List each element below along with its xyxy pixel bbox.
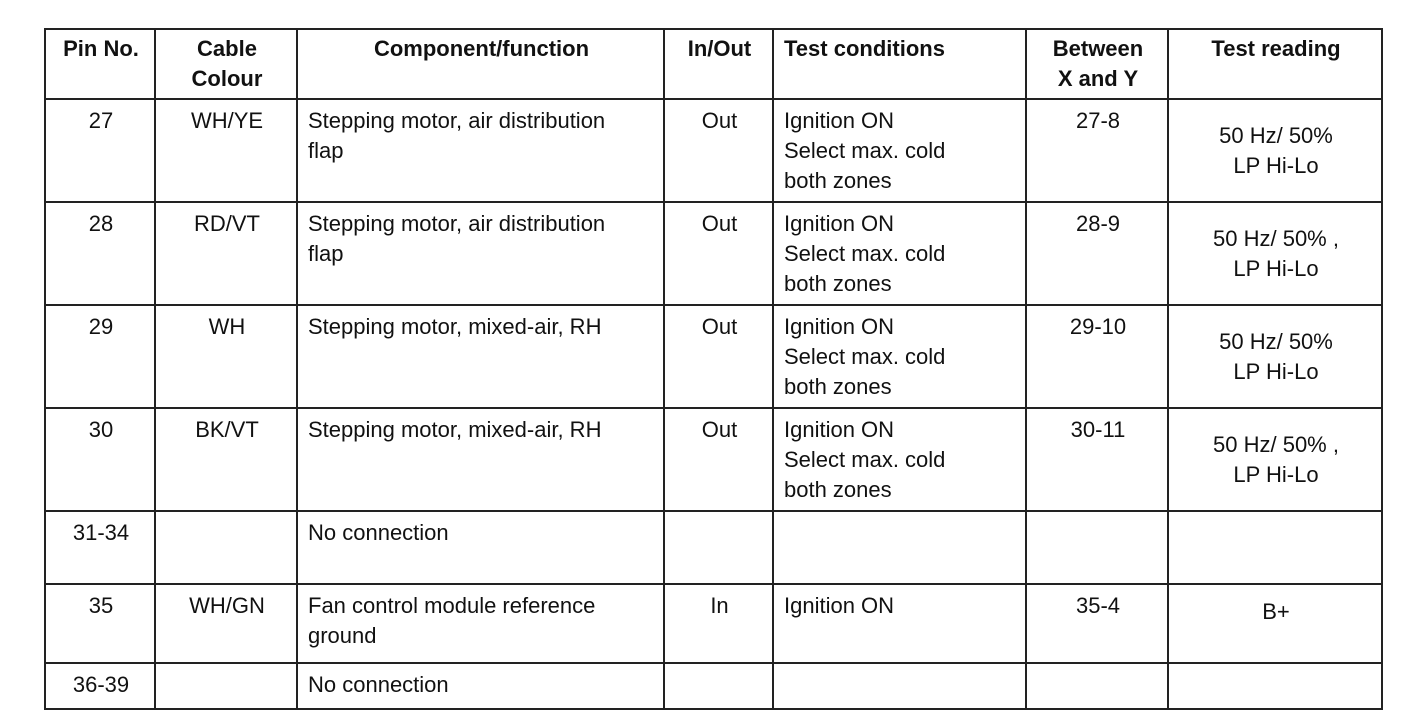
conditions-cell [773,663,1026,709]
colour-cell: WH [155,305,297,408]
table-row [45,511,1382,584]
reading-cell [1168,663,1382,709]
header-row [45,29,1382,99]
header-pin-no: Pin No. [45,29,155,99]
conditions-cell [773,511,1026,584]
component-cell: No connection [297,511,664,584]
colour-cell: WH/GN [155,584,297,663]
pin-cell: 31-34 [45,511,155,584]
pin-cell: 29 [45,305,155,408]
between-cell: 27-8 [1026,99,1168,202]
conditions-cell: Ignition ON [773,584,1026,663]
component-cell: Stepping motor, mixed-air, RH [297,305,664,408]
component-cell: Stepping motor, air distribution flap [297,202,664,305]
inout-cell: In [664,584,773,663]
table-row [45,99,1382,202]
component-cell: Stepping motor, air distribution flap [297,99,664,202]
conditions-cell: Ignition ON Select max. cold both zones [773,99,1026,202]
header-between-x-y: Between X and Y [1026,29,1168,99]
pin-cell: 35 [45,584,155,663]
inout-cell [664,663,773,709]
table-row [45,584,1382,663]
conditions-cell: Ignition ON Select max. cold both zones [773,408,1026,511]
header-cable-colour: Cable Colour [155,29,297,99]
colour-cell [155,511,297,584]
pin-cell: 28 [45,202,155,305]
table-row [45,408,1382,511]
between-cell: 30-11 [1026,408,1168,511]
reading-cell: B+ [1168,584,1382,663]
inout-cell: Out [664,99,773,202]
inout-cell: Out [664,305,773,408]
colour-cell: BK/VT [155,408,297,511]
between-cell [1026,511,1168,584]
inout-cell: Out [664,408,773,511]
pin-cell: 30 [45,408,155,511]
between-cell: 28-9 [1026,202,1168,305]
reading-cell: 50 Hz/ 50% LP Hi-Lo [1168,99,1382,202]
conditions-cell: Ignition ON Select max. cold both zones [773,202,1026,305]
table-row [45,202,1382,305]
between-cell: 29-10 [1026,305,1168,408]
reading-cell: 50 Hz/ 50% LP Hi-Lo [1168,305,1382,408]
table-row [45,305,1382,408]
inout-cell [664,511,773,584]
header-in-out: In/Out [664,29,773,99]
component-cell: Fan control module reference ground [297,584,664,663]
colour-cell: RD/VT [155,202,297,305]
header-component-function: Component/function [297,29,664,99]
pin-cell: 36-39 [45,663,155,709]
reading-cell: 50 Hz/ 50% , LP Hi-Lo [1168,408,1382,511]
between-cell: 35-4 [1026,584,1168,663]
between-cell [1026,663,1168,709]
table-row [45,663,1382,709]
component-cell: Stepping motor, mixed-air, RH [297,408,664,511]
inout-cell: Out [664,202,773,305]
component-cell: No connection [297,663,664,709]
header-test-reading: Test reading [1168,29,1382,99]
header-test-conditions: Test conditions [773,29,1026,99]
colour-cell: WH/YE [155,99,297,202]
conditions-cell: Ignition ON Select max. cold both zones [773,305,1026,408]
reading-cell [1168,511,1382,584]
pin-table [44,28,1383,710]
pin-cell: 27 [45,99,155,202]
reading-cell: 50 Hz/ 50% , LP Hi-Lo [1168,202,1382,305]
colour-cell [155,663,297,709]
